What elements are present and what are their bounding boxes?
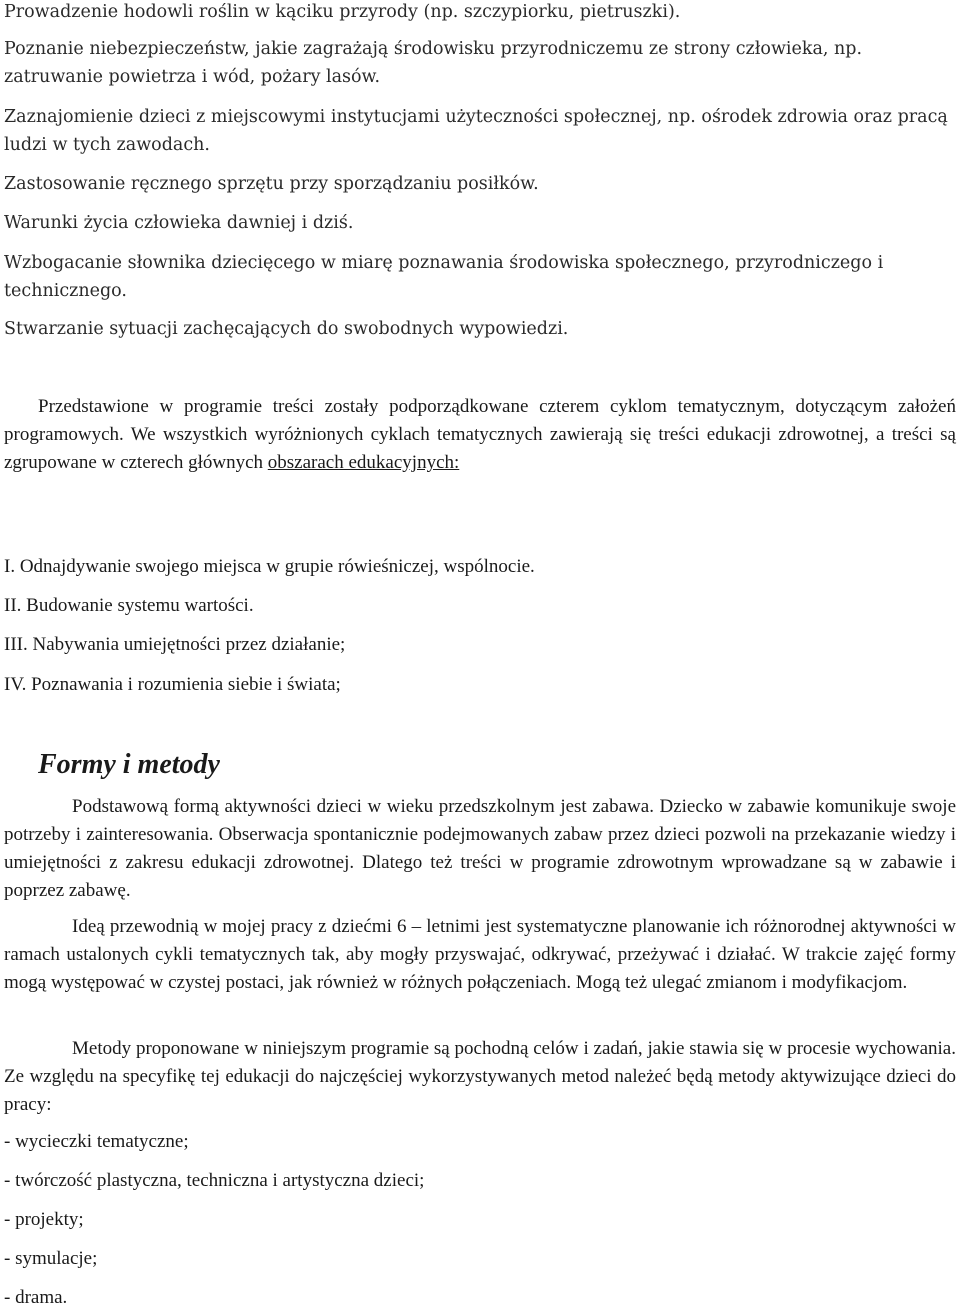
method-item: - symulacje; (4, 1248, 98, 1269)
intro-item: Prowadzenie hodowli roślin w kąciku przyrody (np. szczypiorku, pietruszki). (4, 2, 681, 22)
areas-link[interactable]: obszarach edukacyjnych: (267, 452, 460, 473)
area-item: I. Odnajdywanie swojego miejsca w grupie rówieśniczej, wspólnocie. (4, 556, 535, 577)
intro-item: Zastosowanie ręcznego sprzętu przy sporządzaniu posiłków. (4, 174, 539, 194)
area-item: III. Nabywania umiejętności przez działanie; (4, 634, 346, 655)
intro-item: Warunki życia człowieka dawniej i dziś. (4, 213, 354, 233)
method-item: - projekty; (4, 1209, 84, 1230)
method-item: - drama. (4, 1287, 68, 1308)
intro-item: Poznanie niebezpieczeństw, jakie zagrażają środowisku przyrodniczemu ze strony człowieka, np. zatruwanie powietrza i wód, pożary lasów. (4, 39, 863, 87)
body-paragraph: Podstawową formą aktywności dzieci w wieku przedszkolnym jest zabawa. Dziecko w zabawie komunikuje swoje potrzeby i zainteresowania. Obserwacja spontanicznie podejmowanych zabaw przez dzieci pozwoli na przekazanie wiedzy i umiejętności z zakresu edukacji zdrowotnej. Dlatego też treści w programie zdrowotnym wprowadzane są w zabawie i poprzez zabawę. (4, 796, 956, 901)
method-item: - twórczość plastyczna, techniczna i artystyczna dzieci; (4, 1170, 425, 1191)
method-item: - wycieczki tematyczne; (4, 1131, 189, 1152)
program-paragraph (4, 393, 956, 477)
intro-item: Wzbogacanie słownika dziecięcego w miarę poznawania środowiska społecznego, przyrodniczego i technicznego. (4, 253, 884, 301)
body-paragraph: Metody proponowane w niniejszym programie są pochodną celów i zadań, jakie stawia się w procesie wychowania. Ze względu na specyfikę tej edukacji do najczęściej wykorzystywanych metod należeć będą metody aktywizujące dzieci do pracy: (4, 1038, 956, 1115)
intro-item: Stwarzanie sytuacji zachęcających do swobodnych wypowiedzi. (4, 319, 569, 339)
area-item: II. Budowanie systemu wartości. (4, 595, 254, 616)
program-paragraph-text: Przedstawione w programie treści zostały podporządkowane czterem cyklom tematycznym, dotyczącym założeń programowych. We wszystkich wyróżnionych cyklach tematycznych zawierają się treści edukacji zdrowotnej, a treści są zgrupowane w czterech głównych (4, 396, 956, 473)
section-heading: Formy i metody (38, 749, 220, 780)
body-paragraph: Ideą przewodnią w mojej pracy z dziećmi 6 – letnimi jest systematyczne planowanie ich różnorodnej aktywności w ramach ustalonych cykli tematycznych tak, aby mogły przyswajać, odkrywać, przeżywać i działać. W trakcie zajęć formy mogą występować w czystej postaci, jak również w różnych połączeniach. Mogą też ulegać zmianom i modyfikacjom. (4, 916, 956, 993)
area-item: IV. Poznawania i rozumienia siebie i świata; (4, 674, 341, 695)
intro-item: Zaznajomienie dzieci z miejscowymi instytucjami użyteczności społecznej, np. ośrodek zdrowia oraz pracą ludzi w tych zawodach. (4, 107, 948, 155)
